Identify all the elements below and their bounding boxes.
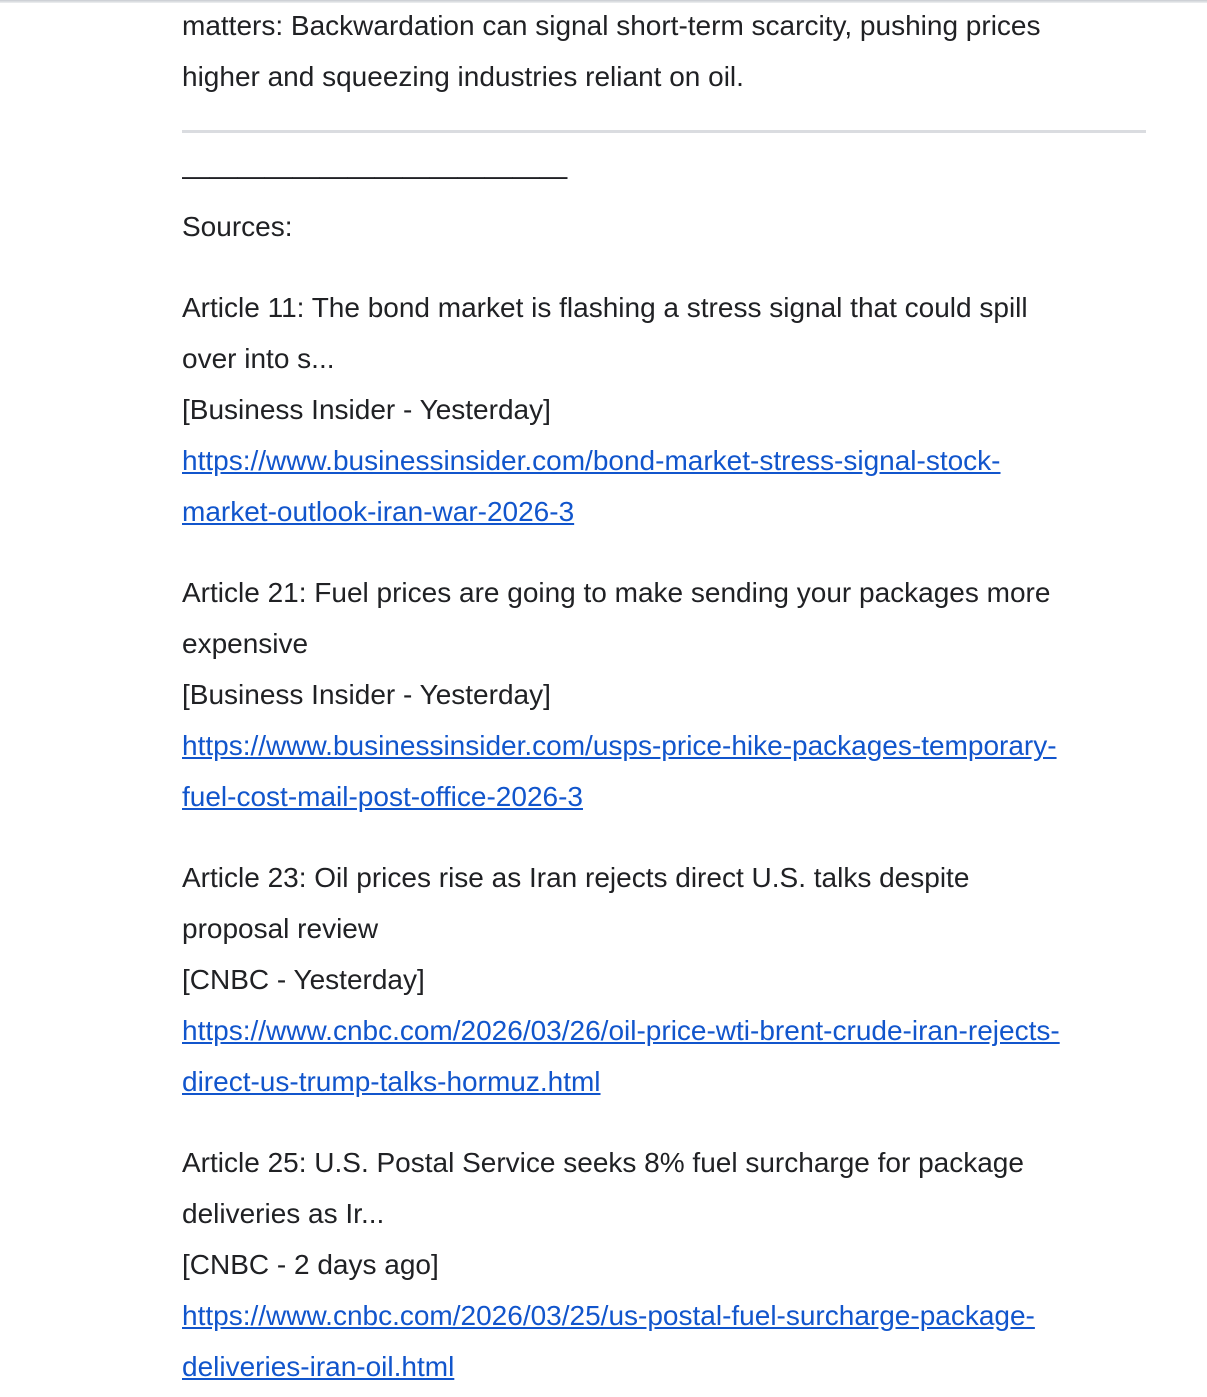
article-title-line-1: Article 25: U.S. Postal Service seeks 8% fuel surcharge for package [182, 1147, 1024, 1178]
article-link-line-2[interactable]: market-outlook-iran-war-2026-3 [182, 496, 575, 527]
article-title-line-1: Article 11: The bond market is flashing a stress signal that could spill [182, 292, 1028, 323]
article-link[interactable] [182, 1290, 1146, 1392]
article-source-date: [Business Insider - Yesterday] [182, 679, 551, 710]
article-link-line-2[interactable]: fuel-cost-mail-post-office-2026-3 [182, 781, 583, 812]
horizontal-rule [182, 130, 1146, 133]
article-link-line-1[interactable]: https://www.cnbc.com/2026/03/25/us-postal-fuel-surcharge-package- [182, 1300, 1035, 1331]
article-link[interactable] [182, 435, 1146, 537]
article-title-line-2: deliveries as Ir... [182, 1198, 385, 1229]
article-title-line-2: expensive [182, 628, 309, 659]
article-link-line-2[interactable]: deliveries-iran-oil.html [182, 1351, 455, 1382]
article-title-line-2: proposal review [182, 913, 379, 944]
source-article-21 [182, 567, 1146, 822]
article-link-line-2[interactable]: direct-us-trump-talks-hormuz.html [182, 1066, 601, 1097]
article-source-date: [CNBC - 2 days ago] [182, 1249, 439, 1280]
sources-heading: Sources: [182, 211, 293, 242]
source-article-23 [182, 852, 1146, 1107]
article-link-line-1[interactable]: https://www.businessinsider.com/bond-market-stress-signal-stock- [182, 445, 1001, 476]
source-article-11 [182, 282, 1146, 537]
article-source-date: [Business Insider - Yesterday] [182, 394, 551, 425]
article-link[interactable] [182, 1005, 1146, 1107]
separator-dashes: —————————————— [182, 160, 567, 191]
article-title-line-1: Article 23: Oil prices rise as Iran rejects direct U.S. talks despite [182, 862, 970, 893]
source-article-25 [182, 1137, 1146, 1392]
intro-line-1: matters: Backwardation can signal short-term scarcity, pushing prices [182, 10, 1041, 41]
article-title-line-2: over into s... [182, 343, 335, 374]
intro-line-2: higher and squeezing industries reliant on oil. [182, 61, 744, 92]
article-link-line-1[interactable]: https://www.cnbc.com/2026/03/26/oil-price-wti-brent-crude-iran-rejects- [182, 1015, 1060, 1046]
intro-paragraph [182, 0, 1146, 102]
article-link-line-1[interactable]: https://www.businessinsider.com/usps-price-hike-packages-temporary- [182, 730, 1057, 761]
article-source-date: [CNBC - Yesterday] [182, 964, 425, 995]
article-link[interactable] [182, 720, 1146, 822]
article-title-line-1: Article 21: Fuel prices are going to make sending your packages more [182, 577, 1051, 608]
